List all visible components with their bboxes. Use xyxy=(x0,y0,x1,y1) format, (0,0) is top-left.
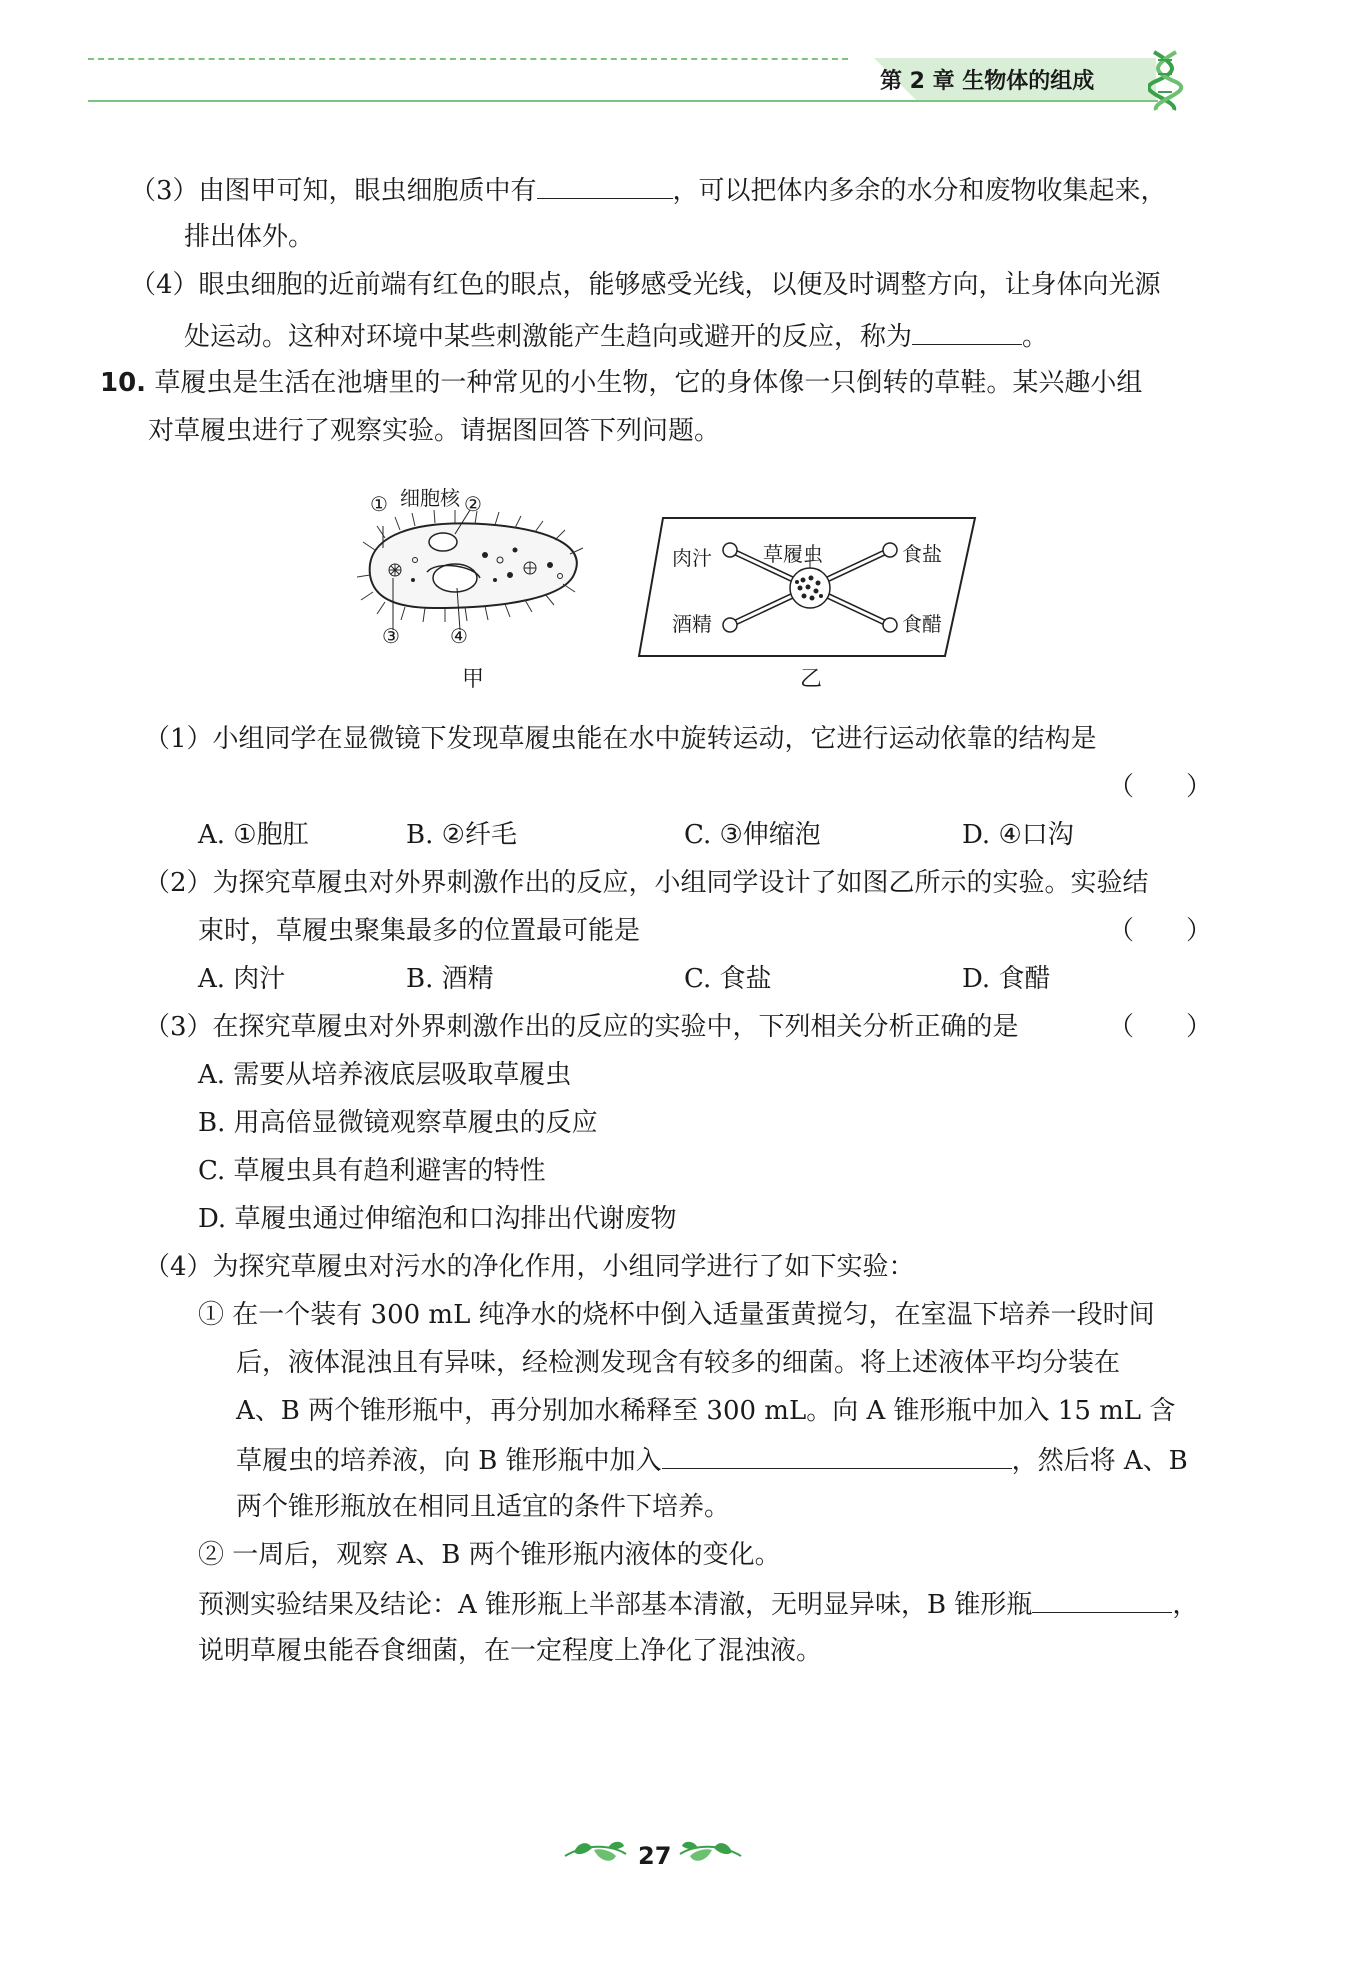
header-dashed-rule xyxy=(88,58,848,60)
leaf-ornament-left-icon xyxy=(560,1838,630,1870)
answer-blank[interactable] xyxy=(662,1442,1012,1469)
fig-b-label-tl: 肉汁 xyxy=(672,546,712,570)
paramecium-body xyxy=(357,510,583,622)
chapter-title: 第 2 章 生物体的组成 xyxy=(880,69,1095,94)
sub4-step1-line4: 草履虫的培养液，向 B 锥形瓶中加入 ，然后将 A、B xyxy=(236,1442,1188,1478)
fig-b-label-tr: 食盐 xyxy=(902,542,942,566)
sub1-option-b[interactable]: B. ②纤毛 xyxy=(406,820,517,850)
sub3-option-a[interactable]: A. 需要从培养液底层吸取草履虫 xyxy=(198,1060,572,1090)
figure-experiment xyxy=(635,510,985,660)
sub2-option-d[interactable]: D. 食醋 xyxy=(962,964,1051,994)
sub4-step1-line1: ① 在一个装有 300 mL 纯净水的烧杯中倒入适量蛋黄搅匀，在室温下培养一段时间 xyxy=(198,1300,1155,1330)
sub3-option-b[interactable]: B. 用高倍显微镜观察草履虫的反应 xyxy=(198,1108,598,1138)
sub1-option-d[interactable]: D. ④口沟 xyxy=(962,820,1074,850)
sub4-step1-line5: 两个锥形瓶放在相同且适宜的条件下培养。 xyxy=(236,1492,731,1522)
question-number: 10. xyxy=(100,368,147,398)
fig-a-caption: 甲 xyxy=(462,667,485,692)
q10-stem-line2: 对草履虫进行了观察实验。请据图回答下列问题。 xyxy=(148,416,721,446)
answer-blank[interactable] xyxy=(537,172,673,199)
sub4-intro: （4）为探究草履虫对污水的净化作用，小组同学进行了如下实验： xyxy=(144,1252,915,1282)
sub2-answer-paren[interactable]: （ ） xyxy=(1108,916,1213,946)
sub2-option-c[interactable]: C. 食盐 xyxy=(684,964,772,994)
sub1-option-a[interactable]: A. ①胞肛 xyxy=(198,820,309,850)
fig-a-label-4: ④ xyxy=(450,624,468,648)
dna-icon xyxy=(1148,50,1184,112)
sub2-line2: 束时，草履虫聚集最多的位置最可能是 xyxy=(198,916,641,946)
q10-stem-line1: 10. 草履虫是生活在池塘里的一种常见的小生物，它的身体像一只倒转的草鞋。某兴趣小组 xyxy=(100,368,1143,398)
sub3-answer-paren[interactable]: （ ） xyxy=(1108,1012,1213,1042)
q9-p3-line1: （3）由图甲可知，眼虫细胞质中有 ，可以把体内多余的水分和废物收集起来， xyxy=(130,172,1167,208)
q9-p4-line1: （4）眼虫细胞的近前端有红色的眼点，能够感受光线，以便及时调整方向，让身体向光源 xyxy=(130,270,1161,300)
q9-p3-line2: 排出体外。 xyxy=(184,222,315,252)
fig-b-caption: 乙 xyxy=(800,667,823,692)
sub2-line1: （2）为探究草履虫对外界刺激作出的反应，小组同学设计了如图乙所示的实验。实验结 xyxy=(144,868,1149,898)
sub2-option-a[interactable]: A. 肉汁 xyxy=(198,964,286,994)
header-solid-rule xyxy=(88,100,1158,102)
sub1-answer-paren[interactable]: （ ） xyxy=(1108,772,1213,802)
fig-b-label-center: 草履虫 xyxy=(763,542,823,566)
fig-b-label-bl: 酒精 xyxy=(672,612,712,636)
fig-a-label-2: ② xyxy=(464,492,482,516)
sub1-text: （1）小组同学在显微镜下发现草履虫能在水中旋转运动，它进行运动依靠的结构是 xyxy=(144,724,1097,754)
sub4-conclusion: 说明草履虫能吞食细菌，在一定程度上净化了混浊液。 xyxy=(198,1636,823,1666)
answer-blank[interactable] xyxy=(912,318,1022,345)
sub4-prediction: 预测实验结果及结论：A 锥形瓶上半部基本清澈，无明显异味，B 锥形瓶 ， xyxy=(198,1586,1198,1622)
sub4-step1-line3: A、B 两个锥形瓶中，再分别加水稀释至 300 mL。向 A 锥形瓶中加入 15 mL 含 xyxy=(236,1396,1176,1426)
leaf-ornament-right-icon xyxy=(676,1838,746,1870)
sub3-text: （3）在探究草履虫对外界刺激作出的反应的实验中，下列相关分析正确的是 xyxy=(144,1012,1019,1042)
sub3-option-d[interactable]: D. 草履虫通过伸缩泡和口沟排出代谢废物 xyxy=(198,1204,677,1234)
sub2-option-b[interactable]: B. 酒精 xyxy=(406,964,494,994)
sub4-step2: ② 一周后，观察 A、B 两个锥形瓶内液体的变化。 xyxy=(198,1540,781,1570)
page-number: 27 xyxy=(638,1842,672,1870)
fig-b-label-br: 食醋 xyxy=(902,612,942,636)
sub4-step1-line2: 后，液体混浊且有异味，经检测发现含有较多的细菌。将上述液体平均分装在 xyxy=(236,1348,1121,1378)
fig-a-label-1: ① xyxy=(370,492,388,516)
q9-p4-line2: 处运动。这种对环境中某些刺激能产生趋向或避开的反应，称为 。 xyxy=(184,318,1048,354)
sub1-option-c[interactable]: C. ③伸缩泡 xyxy=(684,820,821,850)
answer-blank[interactable] xyxy=(1032,1586,1172,1613)
sub3-option-c[interactable]: C. 草履虫具有趋利避害的特性 xyxy=(198,1156,546,1186)
fig-a-label-nucleus: 细胞核 xyxy=(400,486,460,510)
fig-a-label-3: ③ xyxy=(382,624,400,648)
